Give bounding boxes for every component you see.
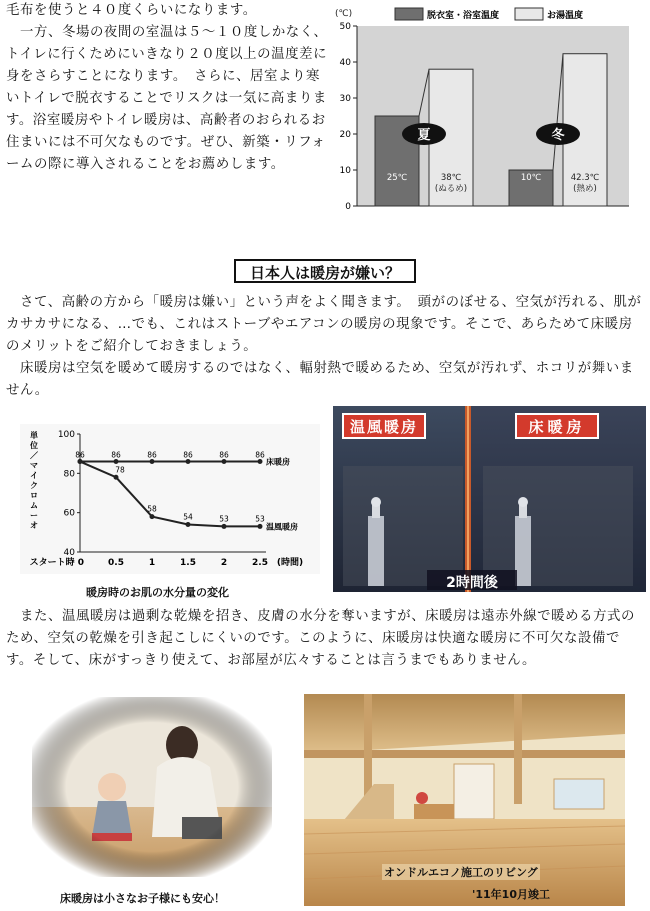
series-name-label: 床暖房 [266, 457, 290, 467]
section-title: 日本人は暖房が嫌い？ [234, 259, 416, 283]
y-axis-label-char: ／ [30, 451, 38, 460]
y-tick-label: 50 [339, 22, 351, 32]
y-axis-label-char: 単 [30, 431, 38, 440]
data-label: 86 [111, 450, 121, 460]
comparison-right-label: 床暖房 [528, 418, 586, 436]
y-tick-label: 100 [57, 430, 75, 440]
data-label: 78 [115, 465, 125, 475]
data-point [222, 459, 227, 464]
data-label: 53 [219, 514, 229, 524]
x-tick-label: 2 [220, 558, 228, 568]
y-axis-label-char: オ [30, 521, 38, 530]
y-tick-label: 0 [345, 202, 351, 212]
data-point [258, 524, 263, 529]
living-caption-1: オンドルエコノ施工のリビング [384, 866, 538, 879]
bar-value-label: 25℃ [386, 173, 408, 183]
data-label: 86 [75, 450, 85, 460]
category-label: 夏 [417, 128, 431, 143]
bar-value-label: 42.3℃ [570, 173, 600, 183]
bar-value-label: (熱め) [573, 184, 597, 194]
x-tick-label: (時間) [276, 558, 304, 568]
heating-comparison-photo [333, 406, 646, 592]
y-tick-label: 60 [63, 508, 75, 519]
data-point [150, 459, 155, 464]
skin-moisture-line-chart [20, 424, 320, 574]
temperature-bar-chart [333, 2, 645, 224]
data-label: 58 [147, 504, 157, 514]
paragraph-toilet-heating: 毛布を使うと４０度くらいになります。 一方、冬場の夜間の室温は５～１０度しかなく、トイレに行くためにいきなり２０度以上の温度差に身をさらすことになります。 さらに、居室より寒いトイレで脱衣することでリスクは一気に高まります。浴室暖房やトイレ暖房は、高齢者のおられるお住まいには不可欠なものです。ぜひ、新築・リフォームの際に導入されることをお薦めします。 [6, 3, 328, 172]
x-tick-label: 1.5 [180, 558, 196, 568]
data-point [114, 459, 119, 464]
legend-label-2: お湯温度 [547, 11, 584, 21]
y-tick-label: 30 [339, 94, 351, 104]
data-point [222, 524, 227, 529]
y-axis-label-char: ー [30, 511, 38, 520]
comparison-left-label: 温風暖房 [349, 418, 418, 436]
y-unit-label: (℃) [335, 9, 353, 19]
x-tick-label: 2.5 [252, 558, 268, 568]
legend-label-1: 脱衣室・浴室温度 [427, 11, 500, 21]
skin-moisture-line-chart-svg [20, 424, 320, 574]
paragraph-dislike-heating: さて、高齢の方から「暖房は嫌い」という声をよく聞きます。 頭がのぼせる、空気が汚れる、肌がカサカサになる、…でも、これはストーブやエアコンの暖房の現象です。そこで、あらためて床暖房のメリットをご紹介しておきましょう。 床暖房は空気を暖めて暖房するのではなく、輻射熱で暖めるため、空気が汚れず、ホコリが舞いません。 [6, 295, 642, 398]
y-tick-label: 40 [339, 58, 351, 68]
y-axis-label-char: マ [30, 461, 38, 470]
data-point [78, 459, 83, 464]
bar-value-label: (ぬるめ) [434, 184, 468, 194]
data-label: 86 [183, 450, 193, 460]
y-axis-label-char: ム [30, 501, 38, 510]
bar-value-label: 38℃ [440, 173, 462, 183]
y-axis-label-char: 位 [30, 441, 38, 450]
living-room-photo [304, 694, 625, 906]
legend-swatch-1 [395, 8, 423, 20]
y-axis-label-char: ロ [30, 491, 38, 500]
data-label: 54 [183, 512, 193, 522]
data-label: 86 [219, 450, 229, 460]
data-label: 86 [147, 450, 157, 460]
x-tick-label: 1 [148, 558, 156, 568]
x-tick-label: スタート時 0 [29, 558, 84, 568]
data-point [114, 475, 119, 480]
child-photo [32, 697, 272, 877]
y-axis-label-char: イ [30, 471, 38, 480]
data-point [150, 514, 155, 519]
line-chart-title: 暖房時のお肌の水分量の変化 [86, 586, 229, 599]
living-caption-2: '11年10月竣工 [472, 888, 550, 901]
paragraph-dry-air: また、温風暖房は過剰な乾燥を招き、皮膚の水分を奪いますが、床暖房は遠赤外線で暖める方式のため、空気の乾燥を引き起こしにくいのです。このように、床暖房は快適な暖房に不可欠な設備です。そして、床がすっきり使えて、お部屋が広々することは言うまでもありません。 [6, 609, 636, 668]
data-label: 86 [255, 450, 265, 460]
category-label: 冬 [551, 128, 565, 143]
data-label: 53 [255, 514, 265, 524]
y-tick-label: 40 [63, 548, 75, 558]
y-tick-label: 20 [339, 130, 351, 140]
child-photo-caption: 床暖房は小さなお子様にも安心！ [60, 892, 225, 905]
series-name-label: 温風暖房 [266, 522, 298, 532]
data-point [258, 459, 263, 464]
x-tick-label: 0.5 [108, 558, 124, 568]
bar-value-label: 10℃ [520, 173, 542, 183]
legend-swatch-2 [515, 8, 543, 20]
data-point [186, 522, 191, 527]
child-photo-svg [32, 697, 272, 877]
data-point [186, 459, 191, 464]
y-tick-label: 80 [63, 469, 75, 480]
comparison-time-label: 2時間後 [446, 575, 498, 591]
y-axis-label-char: ク [30, 481, 38, 490]
y-tick-label: 10 [339, 166, 351, 176]
temperature-bar-chart-svg [333, 2, 645, 224]
